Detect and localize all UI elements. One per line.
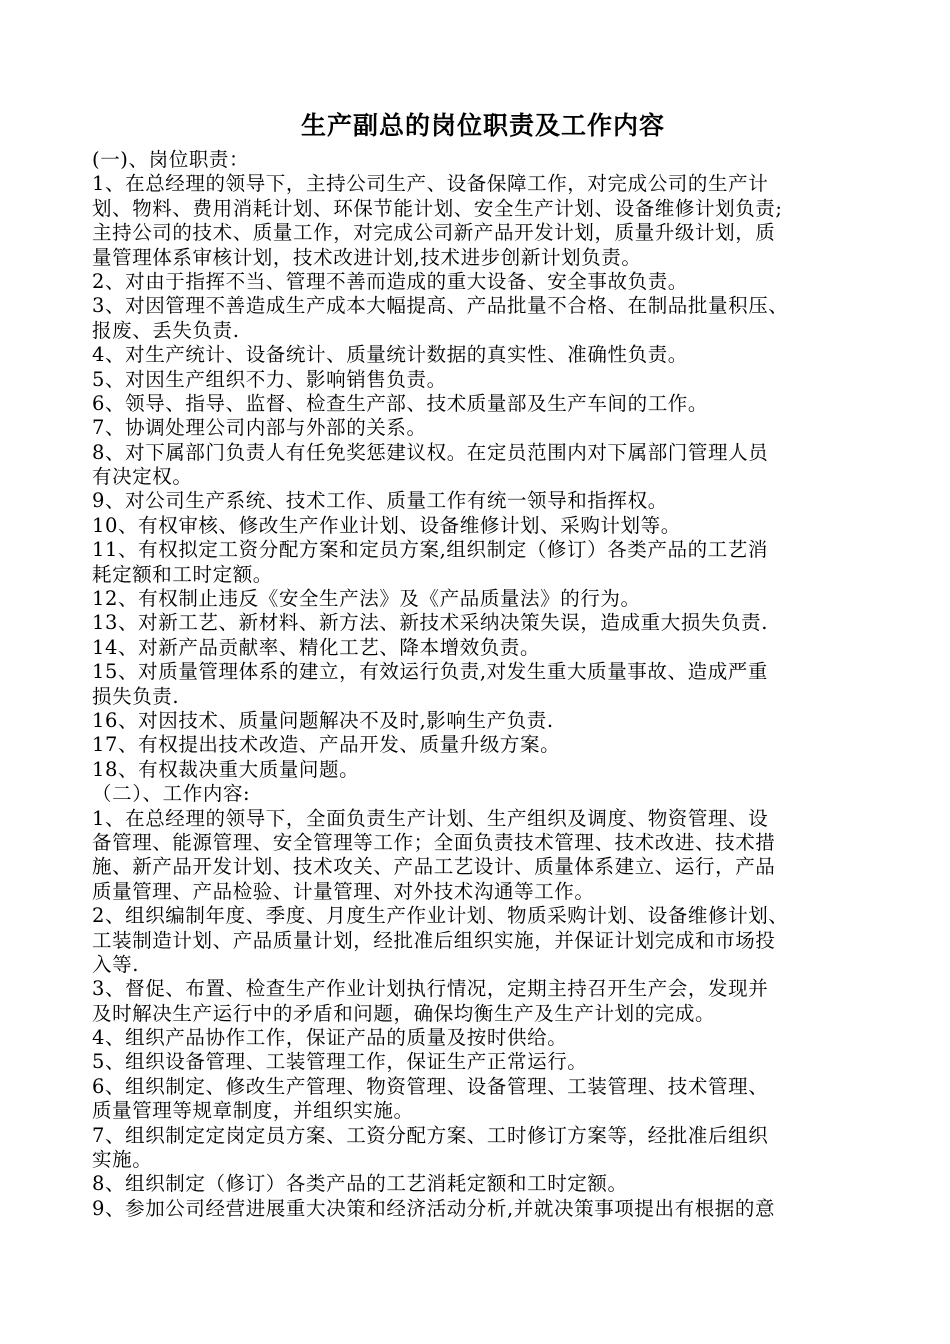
document-title: 生产副总的岗位职责及工作内容 <box>300 111 665 140</box>
text-line: 工装制造计划、产品质量计划，经批准后组织实施，并保证计划完成和市场投 <box>92 928 776 952</box>
text-line: 施、新产品开发计划、技术攻关、产品工艺设计、质量体系建立、运行，产品 <box>92 855 776 879</box>
text-line: 耗定额和工时定额。 <box>92 562 273 586</box>
text-line: 2、组织编制年度、季度、月度生产作业计划、物质采购计划、设备维修计划、 <box>92 904 789 928</box>
text-line: 17、有权提出技术改造、产品开发、质量升级方案。 <box>92 733 561 757</box>
text-line: 主持公司的技术、质量工作，对完成公司新产品开发计划，质量升级计划，质 <box>92 221 776 245</box>
text-line: 13、对新工艺、新材料、新方法、新技术采纳决策失误，造成重大损失负责. <box>92 611 769 635</box>
text-line: 18、有权裁决重大质量问题。 <box>92 757 360 781</box>
text-line: 质量管理等规章制度，并组织实施。 <box>92 1099 414 1123</box>
text-line: （二）、工作内容: <box>92 782 251 806</box>
text-line: 2、对由于指挥不当、管理不善而造成的重大设备、安全事故负责。 <box>92 269 688 293</box>
text-line: 报废、丢失负责. <box>92 318 240 342</box>
text-line: 7、协调处理公司内部与外部的关系。 <box>92 416 427 440</box>
text-line: 量管理体系审核计划，技术改进计划,技术进步创新计划负责。 <box>92 245 642 269</box>
text-line: 12、有权制止违反《安全生产法》及《产品质量法》的行为。 <box>92 587 641 611</box>
text-line: 8、对下属部门负责人有任免奖惩建议权。在定员范围内对下属部门管理人员 <box>92 440 769 464</box>
text-line: 有决定权。 <box>92 465 193 489</box>
text-line: 10、有权审核、修改生产作业计划、设备维修计划、采购计划等。 <box>92 513 681 537</box>
text-line: (一)、岗位职责： <box>92 148 250 171</box>
text-line: 7、组织制定定岗定员方案、工资分配方案、工时修订方案等，经批准后组织 <box>92 1123 769 1147</box>
document-body <box>92 148 862 1221</box>
text-line: 划、物料、费用消耗计划、环保节能计划、安全生产计划、设备维修计划负责; <box>92 196 783 220</box>
text-line: 6、组织制定、修改生产管理、物资管理、设备管理、工装管理、技术管理、 <box>92 1074 769 1098</box>
text-line: 15、对质量管理体系的建立，有效运行负责,对发生重大质量事故、造成严重 <box>92 660 769 684</box>
text-line: 1、在总经理的领导下，全面负责生产计划、生产组织及调度、物资管理、设 <box>92 806 769 830</box>
text-line: 质量管理、产品检验、计量管理、对外技术沟通等工作。 <box>92 879 595 903</box>
text-line: 5、组织设备管理、工装管理工作，保证生产正常运行。 <box>92 1050 588 1074</box>
text-line: 及时解决生产运行中的矛盾和问题，确保均衡生产及生产计划的完成。 <box>92 1001 716 1025</box>
text-line: 1、在总经理的领导下，主持公司生产、设备保障工作，对完成公司的生产计 <box>92 172 769 196</box>
text-line: 4、组织产品协作工作，保证产品的质量及按时供给。 <box>92 1026 568 1050</box>
text-line: 9、对公司生产系统、技术工作、质量工作有统一领导和指挥权。 <box>92 489 668 513</box>
text-line: 8、组织制定（修订）各类产品的工艺消耗定额和工时定额。 <box>92 1172 628 1196</box>
text-line: 9、参加公司经营进展重大决策和经济活动分析,并就决策事项提出有根据的意 <box>92 1196 776 1220</box>
text-line: 3、对因管理不善造成生产成本大幅提高、产品批量不合格、在制品批量积压、 <box>92 294 789 318</box>
document-page <box>92 108 862 1221</box>
text-line: 损失负责. <box>92 684 180 708</box>
text-line: 16、对因技术、质量问题解决不及时,影响生产负责. <box>92 708 554 732</box>
text-line: 备管理、能源管理、安全管理等工作；全面负责技术管理、技术改进、技术措 <box>92 830 776 854</box>
text-line: 实施。 <box>92 1148 153 1172</box>
text-line: 5、对因生产组织不力、影响销售负责。 <box>92 367 447 391</box>
text-line: 11、有权拟定工资分配方案和定员方案,组织制定（修订）各类产品的工艺消 <box>92 538 769 562</box>
text-line: 入等. <box>92 952 139 976</box>
text-line: 3、督促、布置、检查生产作业计划执行情况，定期主持召开生产会，发现并 <box>92 977 769 1001</box>
text-line: 14、对新产品贡献率、精化工艺、降本增效负责。 <box>92 635 541 659</box>
text-line: 4、对生产统计、设备统计、质量统计数据的真实性、准确性负责。 <box>92 343 688 367</box>
text-line: 6、领导、指导、监督、检查生产部、技术质量部及生产车间的工作。 <box>92 391 709 415</box>
